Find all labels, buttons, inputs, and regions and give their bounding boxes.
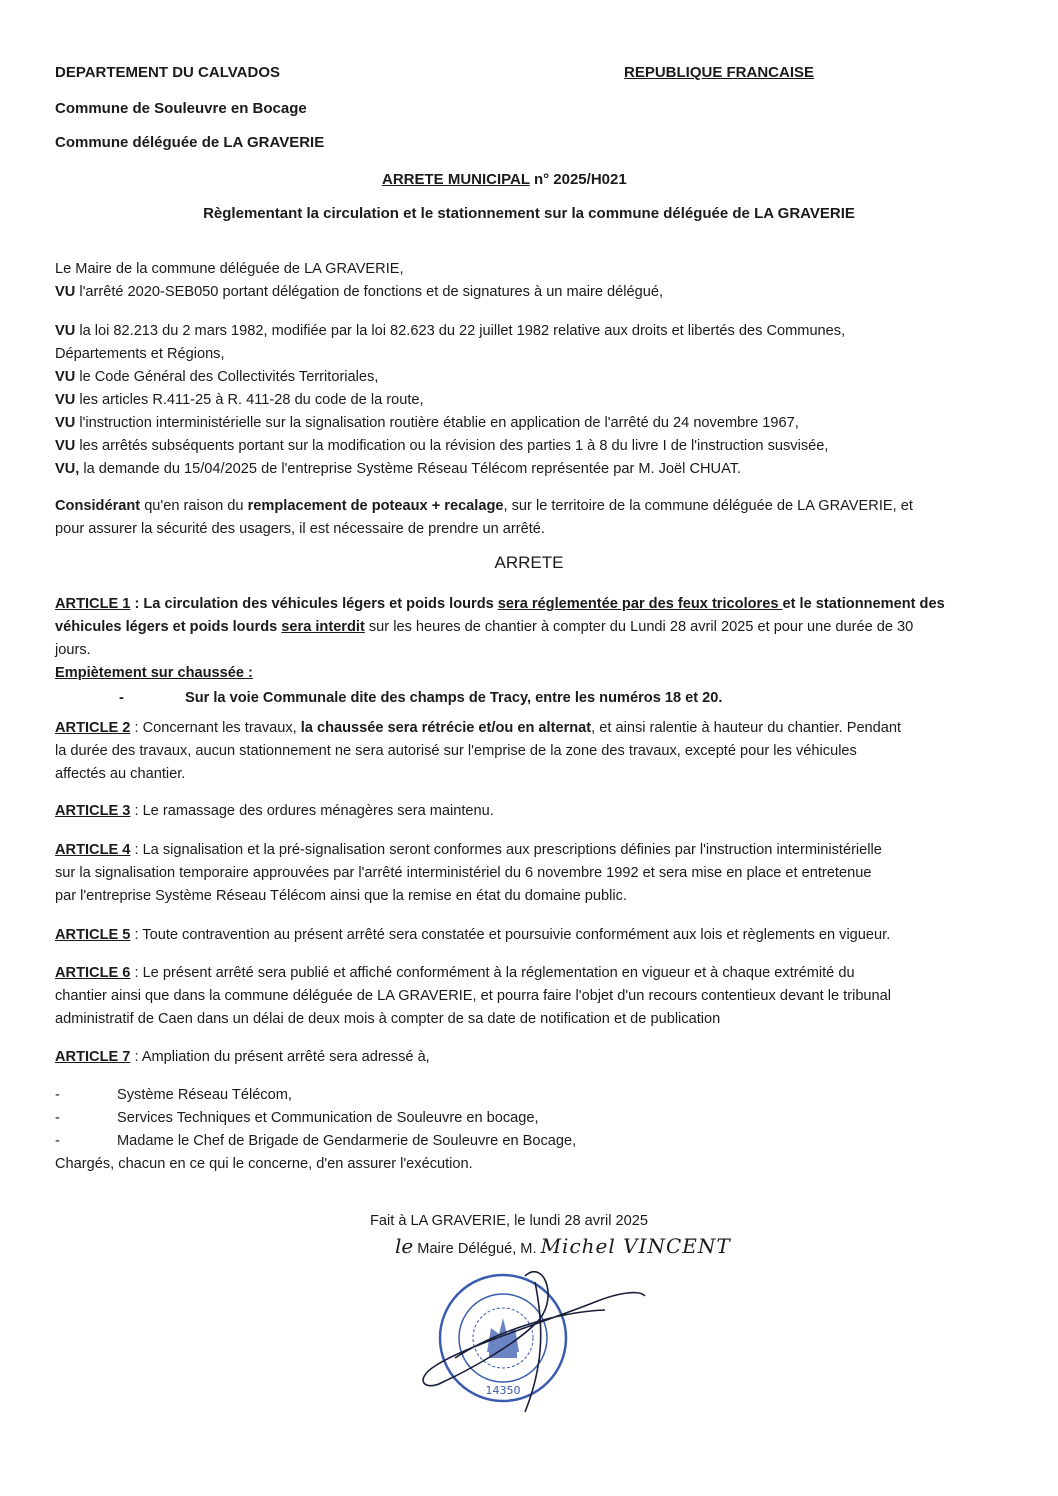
commune-deleguee: Commune déléguée de LA GRAVERIE [55, 134, 325, 151]
arrete-title [382, 171, 627, 188]
article-6: ARTICLE 6 : Le présent arrêté sera publié et affiché conformément à la réglementation en vigueur et à chaque extrémité du chantier ainsi que dans la commune déléguée de LA GRAVERIE, et pourra faire l'objet d'un recours contentieux devant le tribunal administratif de Caen dans un délai de deux mois à compter de sa date de notification et de publication [55, 965, 892, 1027]
charges-line: Chargés, chacun en ce qui le concerne, d'en assurer l'exécution. [55, 1156, 473, 1172]
article-3-label: ARTICLE 3 [55, 803, 131, 819]
official-stamp-signature [395, 1262, 655, 1422]
article-7-label: ARTICLE 7 [55, 1049, 131, 1065]
article-2: ARTICLE 2 : Concernant les travaux, la chaussée sera rétrécie et/ou en alternat, et ainsi ralentie à hauteur du chantier. Pendant la durée des travaux, aucun stationnement ne sera autorisé sur l'emprise de la zone des travaux, excepté pour les véhicules affectés au chantier. [55, 720, 902, 782]
preamble-vu-list: VU la loi 82.213 du 2 mars 1982, modifiée par la loi 82.623 du 22 juillet 1982 relative aux droits et libertés des Communes, Départements et Régions, VU le Code Général des Collectivités Territoriales, VU les articles R.411-25 à R. 411-28 du code de la route, VU l'instruction interministérielle sur la signalisation routière établie en application de l'arrêté du 24 novembre 1967, VU les arrêtés subséquents portant sur la modification ou la révision des parties 1 à 8 du livre I de l'instruction susvisée, VU, la demande du 15/04/2025 de l'entreprise Système Réseau Télécom représentée par M. Joël CHUAT. [55, 323, 846, 477]
article-4-label: ARTICLE 4 [55, 842, 131, 858]
preamble-maire: Le Maire de la commune déléguée de LA GRAVERIE, VU l'arrêté 2020-SEB050 portant délégation de fonctions et de signatures à un maire délégué, [55, 261, 664, 300]
considerant: Considérant qu'en raison du remplacement de poteaux + recalage, sur le territoire de la commune déléguée de LA GRAVERIE, et pour assurer la sécurité des usagers, il est nécessaire de prendre un arrêté. [55, 498, 913, 537]
recipient-item: - Madame le Chef de Brigade de Gendarmerie de Souleuvre en Bocage, [55, 1133, 577, 1149]
municipal-stamp [440, 1275, 566, 1401]
article-4: ARTICLE 4 : La signalisation et la pré-signalisation seront conformes aux prescriptions définies par l'instruction interministérielle sur la signalisation temporaire approuvées par l'arrêté interministériel du 6 novembre 1992 et sera mise en place et entretenue par l'entreprise Système Réseau Télécom ainsi que la remise en état du domaine public. [55, 842, 882, 904]
handwritten-name: Michel VINCENT [540, 1234, 731, 1258]
article-1: ARTICLE 1 : La circulation des véhicules légers et poids lourds sera réglementée par des feux tricolores et le stationnement des véhicules légers et poids lourds sera interdit sur les heures de chantier à compter du Lundi 28 avril 2025 et pour une durée de 30 jours. Empiètement sur chaussée : - Sur la voie Communale dite des champs de Tracy, entre les numéros 18 et 20. [55, 593, 990, 710]
recipient-item: - Système Réseau Télécom, [55, 1087, 292, 1103]
republique: REPUBLIQUE FRANCAISE [624, 64, 815, 81]
article-5-label: ARTICLE 5 [55, 927, 131, 943]
article-2-label: ARTICLE 2 [55, 720, 131, 736]
signature-scribble [423, 1272, 645, 1412]
article-5: ARTICLE 5 : Toute contravention au présent arrêté sera constatée et poursuivie conformément aux lois et règlements en vigueur. [55, 927, 891, 943]
article-7: ARTICLE 7 : Ampliation du présent arrêté sera adressé à, [55, 1049, 430, 1065]
recipient-item: - Services Techniques et Communication de Souleuvre en bocage, [55, 1110, 539, 1126]
voie-communale: Sur la voie Communale dite des champs de Tracy, entre les numéros 18 et 20. [185, 690, 723, 706]
arrete-subtitle: Règlementant la circulation et le stationnement sur la commune déléguée de LA GRAVERIE [203, 205, 855, 222]
commune: Commune de Souleuvre en Bocage [55, 100, 307, 117]
recipient-list [55, 1084, 990, 1176]
arrete-number: n° 2025/H021 [529, 171, 627, 188]
handwritten-le: le [395, 1234, 414, 1258]
arrete-heading: ARRETE [494, 553, 564, 572]
stamp-code: 14350 [485, 1384, 521, 1397]
empietement-label: Empiètement sur chaussée : [55, 665, 253, 681]
arrete-label: ARRETE MUNICIPAL [382, 171, 530, 188]
article-1-label: ARTICLE 1 [55, 596, 131, 612]
departement: DEPARTEMENT DU CALVADOS [55, 64, 280, 81]
maire-delegue-line: le Maire Délégué, M. Michel VINCENT [395, 1234, 731, 1258]
fait-a: Fait à LA GRAVERIE, le lundi 28 avril 2025 [370, 1213, 648, 1229]
article-6-label: ARTICLE 6 [55, 965, 131, 981]
article-3: ARTICLE 3 : Le ramassage des ordures ménagères sera maintenu. [55, 803, 494, 819]
